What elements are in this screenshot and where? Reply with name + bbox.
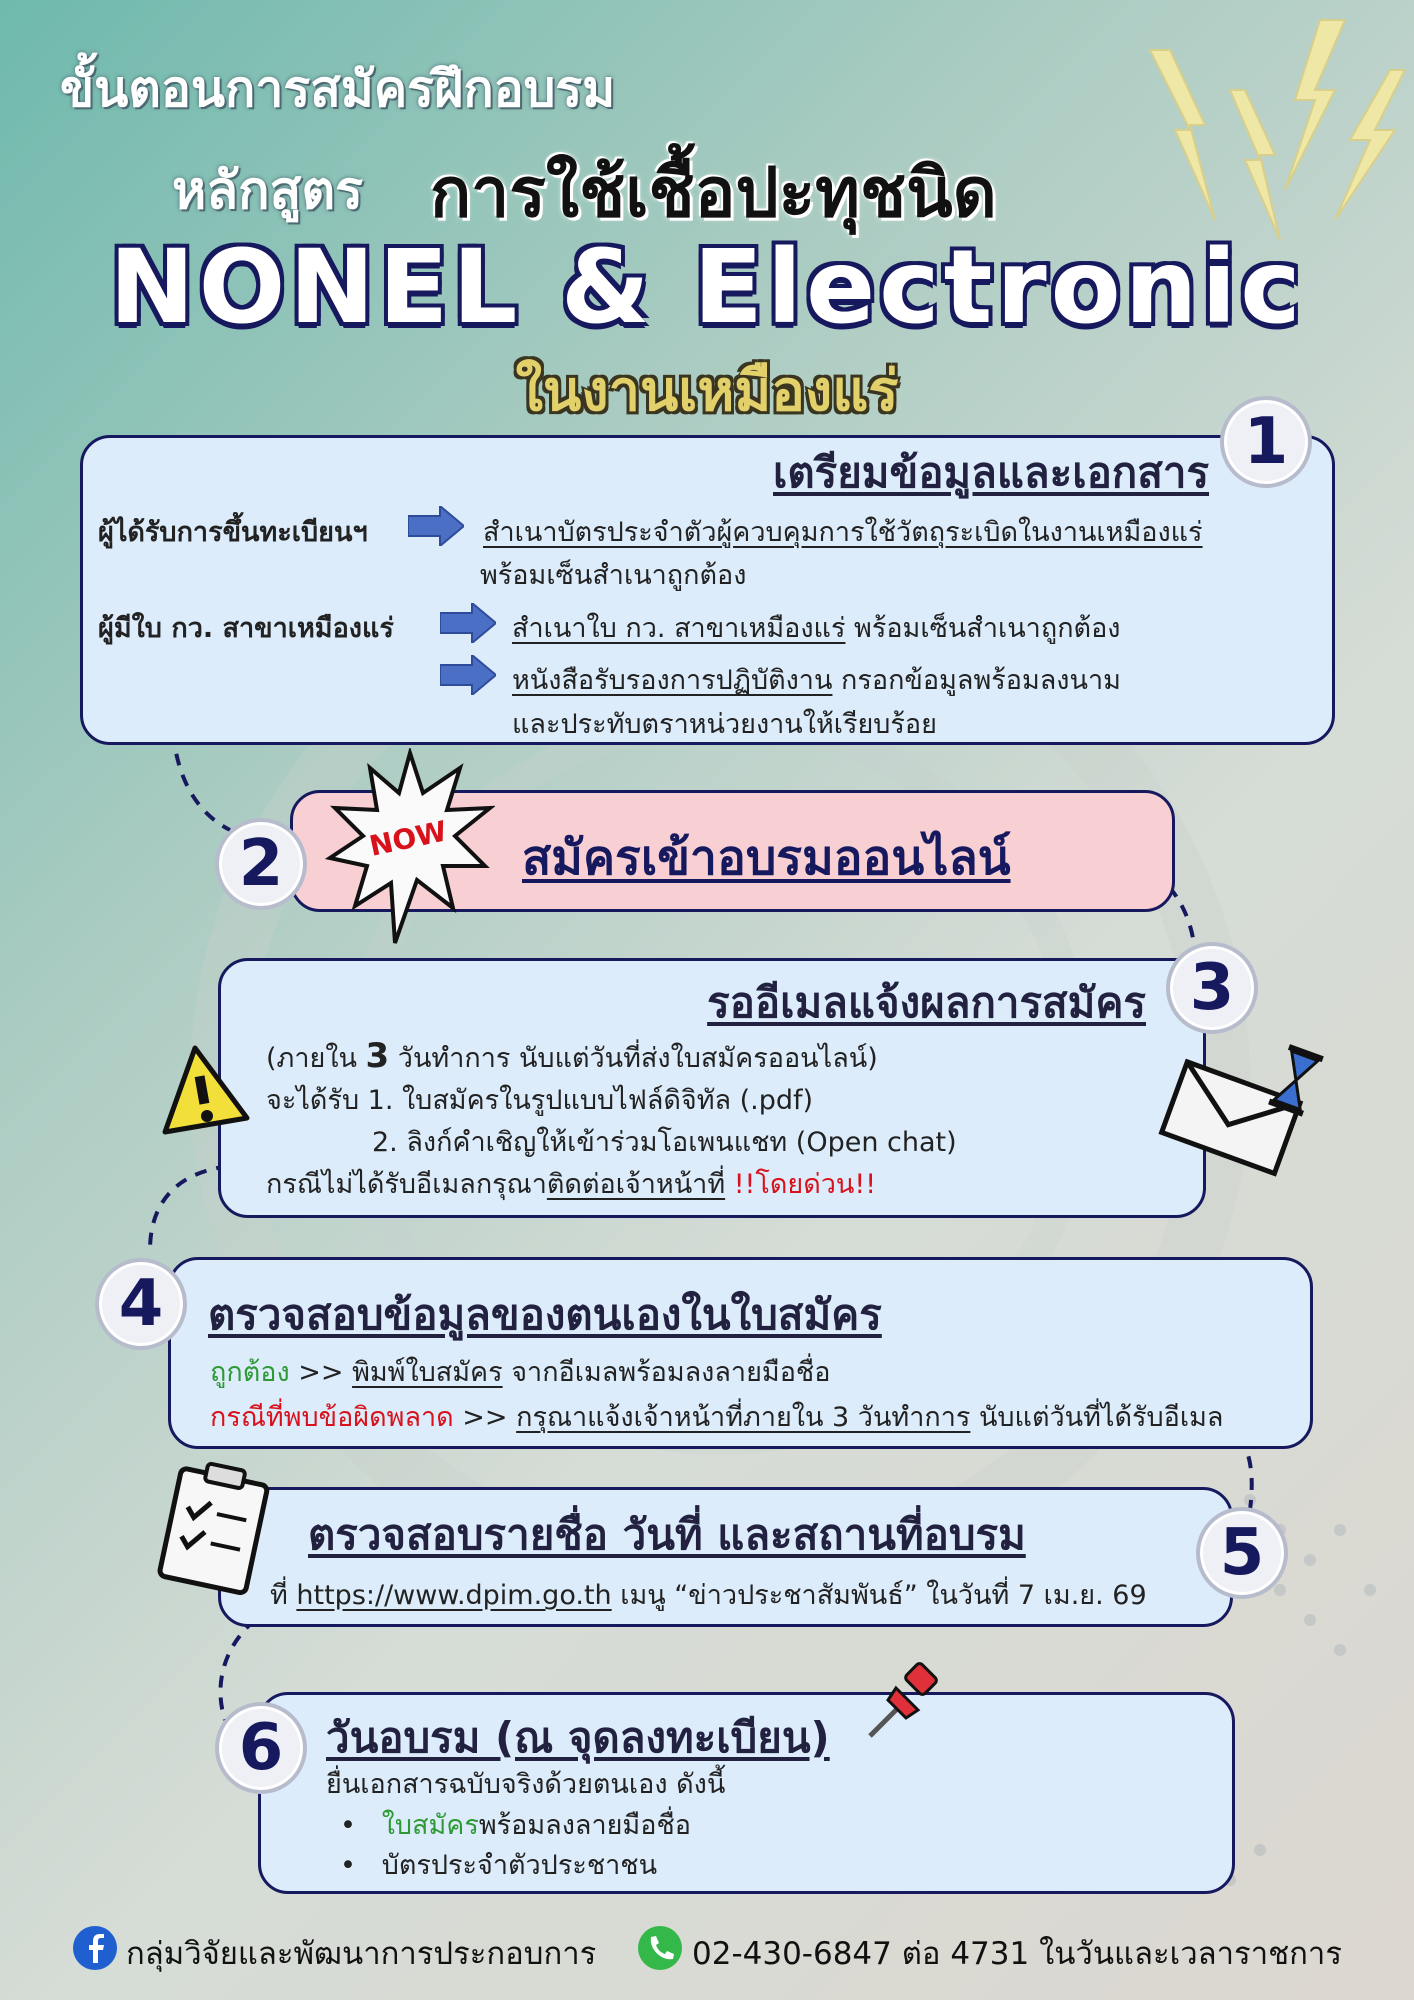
warning-icon: [155, 1040, 255, 1140]
step5-line: ที่ https://www.dpim.go.th เมนู “ข่าวประชาสัมพันธ์” ในวันที่ 7 เม.ย. 69: [270, 1580, 1147, 1611]
header-course-name: การใช้เชื้อปะทุชนิด: [430, 154, 997, 233]
step1-number: 1: [1220, 396, 1312, 488]
dpim-website-link[interactable]: https://www.dpim.go.th: [296, 1580, 612, 1611]
step3-line1: (ภายใน 3 วันทำการ นับแต่วันที่ส่งใบสมัครออนไลน์): [266, 1036, 878, 1076]
step1-registered-doc: สำเนาบัตรประจำตัวผู้ควบคุมการใช้วัตถุระเบิดในงานเหมืองแร่: [483, 517, 1203, 548]
arrow-right-icon: [440, 655, 496, 695]
svg-text:NOW: NOW: [366, 814, 450, 863]
header-course-prefix: หลักสูตร: [172, 161, 364, 221]
step3-title: รออีเมลแจ้งผลการสมัคร: [707, 978, 1146, 1027]
step6-intro: ยื่นเอกสารฉบับจริงด้วยตนเอง ดังนี้: [326, 1769, 726, 1800]
footer-facebook-name[interactable]: กลุ่มวิจัยและพัฒนาการประกอบการ: [126, 1936, 597, 1972]
header-line1: ขั้นตอนการสมัครฝึกอบรม: [60, 60, 616, 118]
header-main-title: NONEL & Electronic: [109, 228, 1305, 347]
step6-title: วันอบรม (ณ จุดลงทะเบียน): [326, 1713, 830, 1762]
step1-certificate-doc: หนังสือรับรองการปฏิบัติงาน กรอกข้อมูลพร้อมลงนาม: [512, 665, 1121, 696]
step3-number: 3: [1166, 942, 1258, 1034]
step6-bullet1: • ใบสมัครพร้อมลงลายมือชื่อ: [340, 1810, 691, 1841]
header-subtitle: ในงานเหมืองแร่: [515, 359, 899, 424]
step1-title: เตรียมข้อมูลและเอกสาร: [773, 448, 1209, 497]
step1-registered-cont: พร้อมเซ็นสำเนาถูกต้อง: [480, 560, 747, 591]
step1-registered-label: ผู้ได้รับการขึ้นทะเบียนฯ: [98, 517, 368, 548]
print-form-link[interactable]: พิมพ์ใบสมัคร: [352, 1357, 503, 1388]
now-burst-icon: [325, 748, 495, 948]
step5-title: ตรวจสอบรายชื่อ วันที่ และสถานที่อบรม: [308, 1510, 1026, 1559]
arrow-right-icon: [408, 506, 464, 546]
pushpin-icon: [858, 1658, 948, 1748]
step2-number: 2: [215, 818, 307, 910]
step5-number: 5: [1196, 1507, 1288, 1599]
step3-line4: กรณีไม่ได้รับอีเมลกรุณาติดต่อเจ้าหน้าที่ !!โดยด่วน!!: [266, 1169, 877, 1200]
step4-number: 4: [95, 1258, 187, 1350]
envelope-hourglass-icon: [1150, 1040, 1330, 1180]
facebook-icon[interactable]: [72, 1925, 118, 1971]
step4-ok-line: ถูกต้อง >> พิมพ์ใบสมัคร จากอีเมลพร้อมลงลายมือชื่อ: [210, 1357, 831, 1388]
step4-title: ตรวจสอบข้อมูลของตนเองในใบสมัคร: [208, 1290, 882, 1339]
step1-licensed-label: ผู้มีใบ กว. สาขาเหมืองแร่: [98, 613, 394, 644]
step1-licensed-doc: สำเนาใบ กว. สาขาเหมืองแร่ พร้อมเซ็นสำเนาถูกต้อง: [512, 613, 1121, 644]
clipboard-icon: [150, 1458, 280, 1598]
step2-title[interactable]: สมัครเข้าอบรมออนไลน์: [522, 830, 1011, 886]
arrow-right-icon: [440, 603, 496, 643]
phone-icon: [637, 1925, 683, 1971]
contact-staff-link[interactable]: ติดต่อเจ้าหน้าที่: [546, 1169, 726, 1200]
footer-phone: 02-430-6847 ต่อ 4731 ในวันและเวลาราชการ: [692, 1936, 1342, 1972]
step1-certificate-cont: และประทับตราหน่วยงานให้เรียบร้อย: [512, 709, 937, 740]
step6-number: 6: [215, 1702, 307, 1794]
step3-line2: จะได้รับ 1. ใบสมัครในรูปแบบไฟล์ดิจิทัล (.pdf): [266, 1085, 814, 1116]
step4-error-line: กรณีที่พบข้อผิดพลาด >> กรุณาแจ้งเจ้าหน้าที่ภายใน 3 วันทำการ นับแต่วันที่ได้รับอีเมล: [210, 1402, 1224, 1433]
step3-line3: 2. ลิงก์คำเชิญให้เข้าร่วมโอเพนแชท (Open chat): [372, 1127, 957, 1158]
step6-bullet2: • บัตรประจำตัวประชาชน: [340, 1850, 658, 1881]
